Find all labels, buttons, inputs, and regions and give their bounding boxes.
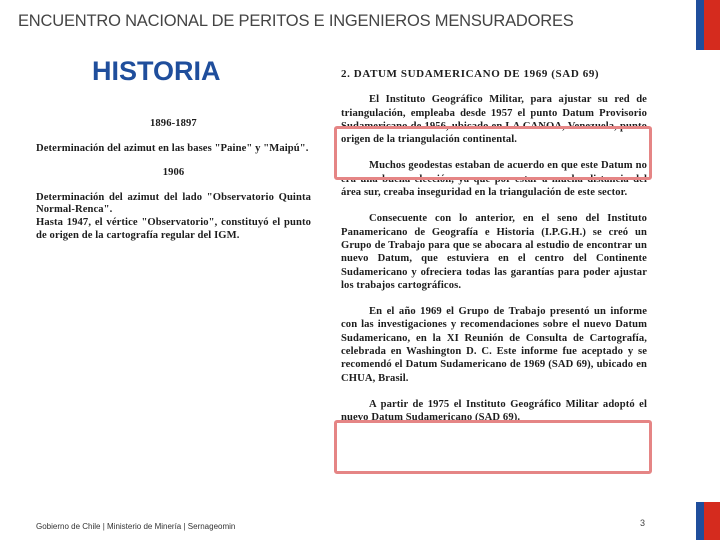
- year-1896: 1896-1897: [150, 118, 197, 129]
- slide-title: HISTORIA: [92, 56, 221, 86]
- right-paragraph-1: El Instituto Geográfico Militar, para ajustar su red de triangulación, empleaba desde 1957 el punto Datum Provisorio Sudamericano de 1956, ubicado en LA CANOA, Venezuela, punto origen de la triangulación continental.: [341, 94, 647, 146]
- year-1906: 1906: [162, 167, 185, 179]
- footer-text: Gobierno de Chile | Ministerio de Minería | Sernageomin: [36, 522, 236, 531]
- highlight-box-la-canoa: [334, 126, 652, 180]
- right-paragraph-5: A partir de 1975 el Instituto Geográfico Militar adoptó el nuevo Datum Sudamericano (SAD 69).: [341, 398, 647, 424]
- flag-stripe-blue-top: [696, 0, 704, 50]
- left-paragraph-3: Hasta 1947, el vértice "Observatorio", constituyó el punto de origen de la cartografía regular del IGM.: [36, 216, 311, 241]
- right-paragraph-4: En el año 1969 el Grupo de Trabajo presentó un informe con las investigaciones y recomendaciones sobre el nuevo Datum Sudamericano, en la XI Reunión de Consulta de Cartografía, celebrada en Washington D. C. Este informe fue aceptado y se recomendó el Datum Sudamericano de 1969 (SAD 69), ubicado en CHUA, Brasil.: [341, 306, 647, 384]
- left-paragraph-1: Determinación del azimut en las bases "Paine" y "Maipú".: [36, 142, 309, 154]
- section-title: 2. DATUM SUDAMERICANO DE 1969 (SAD 69): [341, 68, 600, 80]
- slide-header: ENCUENTRO NACIONAL DE PERITOS E INGENIEROS MENSURADORES: [18, 12, 574, 30]
- flag-stripe-red-top: [704, 0, 720, 50]
- left-paragraph-2: Determinación del azimut del lado "Observatorio Quinta Normal-Renca".: [36, 191, 311, 216]
- page-number: 3: [640, 518, 646, 528]
- flag-stripe-red-bottom: [704, 502, 720, 540]
- left-column-scan: [36, 118, 311, 254]
- flag-stripe-blue-bottom: [696, 502, 704, 540]
- right-paragraph-3: Consecuente con lo anterior, en el seno del Instituto Panamericano de Geografía e Historia (I.P.G.H.) se creó un Grupo de Trabajo para que se abocara al estudio de encontrar un nuevo Datum, que estuviera en el centro del Continente Sudamericano y ofreciera todas las garantías para poder ajustar los trabajos cartográficos.: [341, 213, 647, 291]
- highlight-box-sad69: [334, 420, 652, 474]
- right-column-scan: [341, 68, 647, 438]
- right-paragraph-2: Muchos geodestas estaban de acuerdo en que este Datum no era una buena elección, ya que por estar a mucha distancia del área sur, creaba inseguridad en la triangulación de este sector.: [341, 160, 647, 199]
